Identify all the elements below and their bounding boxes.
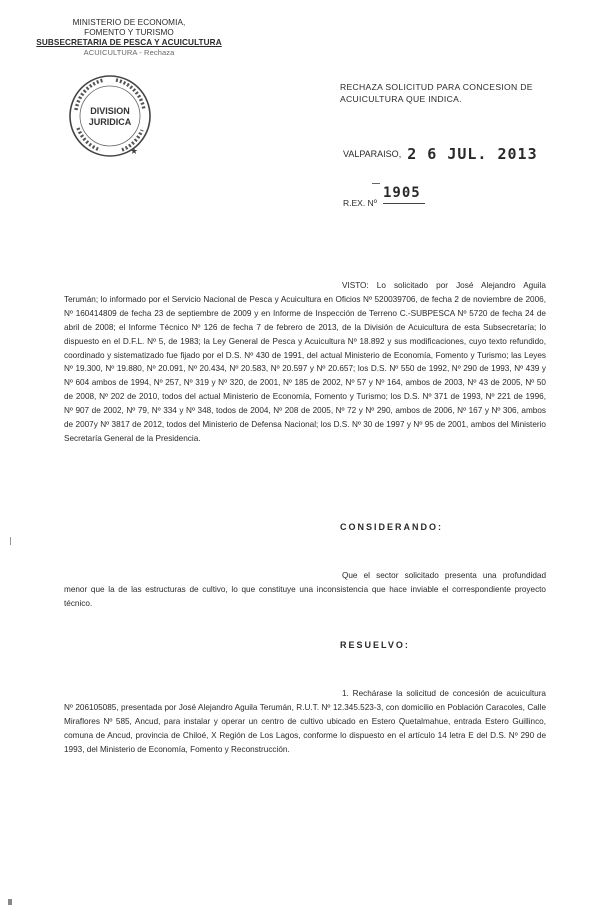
considerando-paragraph: Que el sector solicitado presenta una profundidad menor que la de las estructuras de cultivo, lo que constituye una inconsistencia que hace inviable el correspondiente proyecto técnico.	[64, 571, 546, 608]
division-juridica-seal	[64, 70, 156, 162]
rex-underline	[383, 203, 425, 204]
resuelvo-item-1: 1. Rechárase la solicitud de concesión de acuicultura Nº 206105085, presentada por José Alejandro Aguila Terumán, R.U.T. Nº 12.345.523-3, con domicilio en Población Caracoles, Calle Miraflores Nº 585, Ancud, para instalar y operar un centro de cultivo ubicado en Estero Quetalmahue, entrada Estero Guillinco, comuna de Ancud, provincia de Chiloé, X Región de Los Lagos, conforme lo dispuesto en el artículo 14 letra E del D.S. Nº 290 de 1993, del Ministerio de Economía, Fomento y Reconstrucción.	[64, 689, 546, 754]
letterhead	[34, 18, 224, 58]
visto-paragraph: VISTO: Lo solicitado por José Alejandro Aguila Terumán; lo informado por el Servicio Nacional de Pesca y Acuicultura en Oficios Nº 520039706, de fecha 2 de noviembre de 2006, Nº 160414809 de fecha 23 de septiembre de 2009 y en Informe de Inspección de Terreno C.-SUBPESCA Nº 5720 de fecha 24 de abril de 2008; el Informe Técnico Nº 126 de fecha 7 de febrero de 2013, de la División de Acuicultura de esta Subsecretaría; lo dispuesto en el D.F.L. Nº 5, de 1983; la Ley General de Pesca y Acuicultura Nº 18.892 y sus modificaciones, cuyo texto refundido, coordinado y sistematizado fue fijado por el D.S. Nº 430 de 1991, del actual Ministerio de Economía, Fomento y Turismo; las Leyes Nº 19.300, Nº 19.880, Nº 20.091, Nº 20.434, Nº 20.583, Nº 20.597 y Nº 20.657; los D.S. Nº 550 de 1992, Nº 290 de 1993, Nº 439 y Nº 604 ambos de 1994, Nº 257, Nº 319 y Nº 320, de 2001, Nº 185 de 2002, Nº 57 y Nº 164, ambos de 2003, Nº 43 de 2005, Nº 50 de 2008, Nº 202 de 2010, todos del actual Ministerio de Economía, Fomento y Turismo; los D.S. Nº 371 de 1993, Nº 221 de 1996, Nº 907 de 2002, Nº 79, Nº 334 y Nº 348, todos de 2004, Nº 208 de 2005, Nº 72 y Nº 290, ambos de 2006, Nº 167 y Nº 306, ambos de 2007y Nº 3817 de 2012, todos del Ministerio de Defensa Nacional; los D.S. Nº 30 de 1997 y Nº 95 de 2001, ambos del Ministerio Secretaría General de la Presidencia.	[64, 281, 546, 443]
svg-text:★: ★	[130, 147, 139, 157]
document-title: RECHAZA SOLICITUD PARA CONCESION DE ACUICULTURA QUE INDICA.	[340, 82, 533, 104]
date-place: VALPARAISO,	[343, 149, 402, 159]
considerando-heading: CONSIDERANDO:	[340, 522, 444, 532]
margin-mark	[10, 537, 11, 545]
seal-line-2: JURIDICA	[88, 117, 132, 127]
letterhead-subsecretaria: SUBSECRETARIA DE PESCA Y ACUICULTURA	[36, 38, 222, 47]
rex-number: 1905	[383, 185, 421, 201]
letterhead-reference: ACUICULTURA - Rechaza	[83, 48, 175, 57]
date-stamp: 2 6 JUL. 2013	[407, 145, 538, 163]
date-line	[343, 143, 538, 161]
letterhead-ministry: MINISTERIO DE ECONOMIA,	[72, 18, 186, 27]
rex-label: R.EX. Nº	[343, 198, 377, 208]
letterhead-ministry-2: FOMENTO Y TURISMO	[84, 28, 174, 37]
rex-dash	[372, 183, 380, 184]
resuelvo-heading: RESUELVO:	[340, 640, 410, 650]
bottom-margin-mark	[8, 899, 12, 905]
seal-line-1: DIVISION	[90, 106, 130, 116]
